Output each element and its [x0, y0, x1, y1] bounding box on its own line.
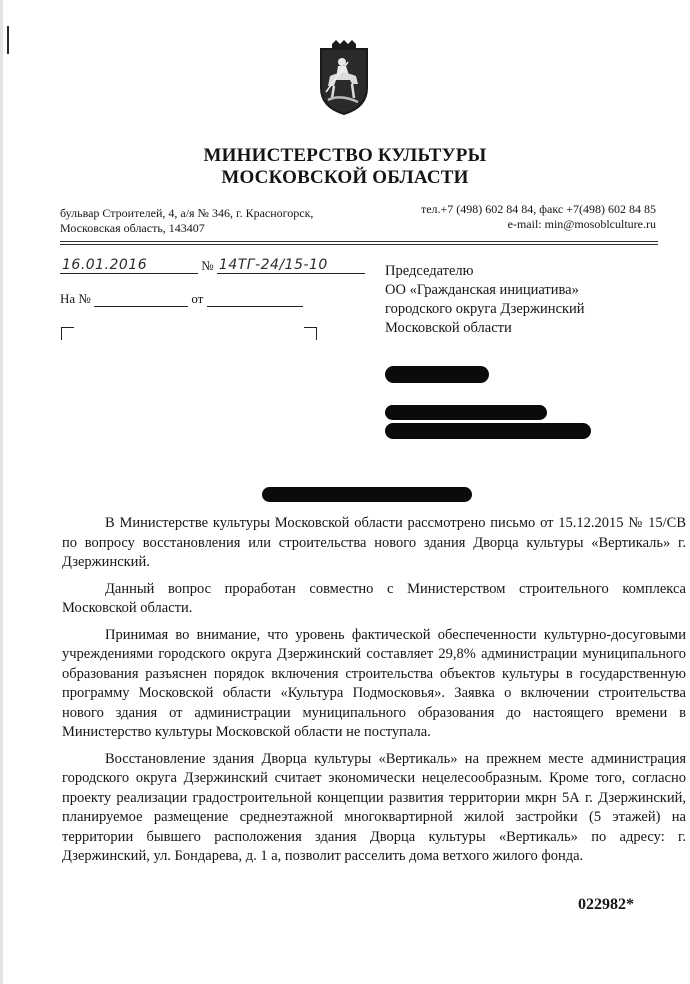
moscow-oblast-coat-of-arms-icon: [318, 40, 370, 116]
body-paragraph-3: Принимая во внимание, что уровень фактической обеспеченности культурно-досуговыми учреждениями городского округа Дзержинский составляет 29,8% администрации муниципального образования разъяснен порядок включения строительства объектов культуры в государственную программу Московской области «Культура Подмосковья». Заявка о включении строительства нового здания от администрации муниципального образования до настоящего времени в Министерство культуры Московской области не поступала.: [62, 626, 686, 740]
phone-fax: тел.+7 (498) 602 84 84, факс +7(498) 602 84 85: [420, 202, 656, 216]
recipient-block: [385, 262, 585, 338]
recipient-line2: ОО «Гражданская инициатива»: [385, 282, 579, 298]
ministry-address: [60, 206, 313, 236]
corner-mark-left: [61, 327, 74, 340]
recipient-line1: Председателю: [385, 263, 474, 279]
header-rule-top: [60, 241, 658, 242]
address-line2: Московская область, 143407: [60, 221, 205, 235]
letter-body: [62, 514, 686, 874]
redaction-recipient-name: [385, 366, 489, 383]
in-reply-label: На №: [60, 291, 91, 306]
in-reply-date-blank: [207, 292, 303, 307]
ministry-name-line2: МОСКОВСКОЙ ОБЛАСТИ: [221, 167, 469, 188]
body-paragraph-1: В Министерстве культуры Московской области рассмотрено письмо от 15.12.2015 № 15/СВ по вопросу восстановления или строительства нового здания Дворца культуры «Вертикаль» г. Дзержинский.: [62, 515, 686, 570]
redaction-address-line1: [385, 405, 547, 420]
body-paragraph-2: Данный вопрос проработан совместно с Министерством строительного комплекса Московской области.: [62, 580, 686, 616]
redaction-address-line2: [385, 423, 591, 439]
corner-mark-right: [304, 327, 317, 340]
ministry-contacts: [421, 202, 656, 232]
recipient-line4: Московской области: [385, 320, 512, 336]
handwritten-date: 16.01.2016: [62, 257, 148, 273]
from-label: от: [191, 291, 204, 306]
recipient-line3: городского округа Дзержинский: [385, 301, 585, 317]
body-paragraph-4: Восстановление здания Дворца культуры «Вертикаль» на прежнем месте администрация городского округа Дзержинский считает экономически нецелесообразным. Кроме того, согласно проекту реализации градостроительной концепции развития территории мкрн 5А г. Дзержинский, планируемое размещение среднеэтажной многоквартирной жилой застройки (5 этажей) на территории бывшего расположения здания Дворца культуры «Вертикаль» по адресу: г. Дзержинский, ул. Бондарева, д. 1 а, позволит расселить дома ветхого жилого фонда.: [62, 750, 686, 864]
ministry-name-line1: МИНИСТЕРСТВО КУЛЬТУРЫ: [203, 145, 487, 166]
incoming-reference: [60, 291, 303, 307]
document-serial-number: 022982*: [578, 896, 634, 913]
date-field: [60, 259, 198, 274]
in-reply-number-blank: [94, 292, 188, 307]
outgoing-reference: [60, 258, 365, 274]
header-rule-bottom: [60, 244, 658, 245]
scan-mark: [7, 26, 9, 54]
number-sign: №: [201, 258, 214, 273]
number-field: [217, 259, 365, 274]
email: e-mail: min@mosoblculture.ru: [507, 217, 656, 231]
address-line1: бульвар Строителей, 4, а/я № 346, г. Красногорск,: [60, 206, 314, 220]
redaction-salutation: [262, 487, 472, 502]
handwritten-number: 14ТГ-24/15-10: [218, 257, 328, 273]
